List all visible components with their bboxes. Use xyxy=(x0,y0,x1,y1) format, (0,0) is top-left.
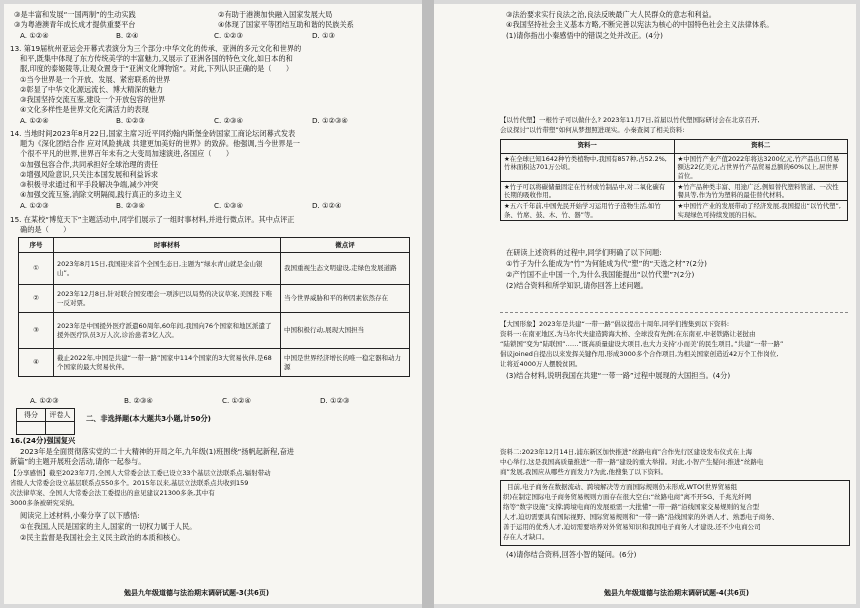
table-cell: 我国重视生态文明建设,走绿色发展道路 xyxy=(281,253,410,285)
question-text: 个很不平凡的世界,世界百年未有之大变局加速演进,各国应（ ） xyxy=(20,149,234,158)
table-header-row xyxy=(19,238,410,253)
table-header: 时事材料 xyxy=(54,238,281,253)
material-text: “陆锁国”变为“陆联国”……“既高质量建设大项目,也大力支持‘小而美’的民生项目。”共建“一带一路” xyxy=(500,340,784,348)
table-cell: ② xyxy=(19,285,54,313)
material-text: 【分享感悟】截至2023年7月,全国人大常委会法工委已设立33个基层立法联系点,辐射带动 xyxy=(10,469,271,477)
box-text: 善于运用的优秀人才,迫切需要培养对外贸易知识和我国电子商务人才建设,还不少电商公司 xyxy=(503,523,761,531)
choice-c: C. ①③④ xyxy=(214,201,243,210)
score-cell xyxy=(17,422,46,435)
table-cell: 当今世界威胁和平的种因素依然存在 xyxy=(281,285,410,313)
question-text: 阅读完上述材料,小秦分享了以下感悟: xyxy=(20,511,140,520)
section-heading: 二、非选择题(本大题共3小题,计50分) xyxy=(86,414,211,423)
current-affairs-table xyxy=(18,237,410,377)
question-text: 确的是（ ） xyxy=(20,225,71,234)
question-text: 题为《深化团结合作 应对风险挑战 共建更加美好的世界》的致辞。他强调,当今世界是一 xyxy=(20,139,300,148)
table-cell: 2023年12月8日,针对联合国安理会一项涉巴以局势的决议草案,美国投下唯一反对票。 xyxy=(54,285,281,313)
statement: ②民主监督是我国社会主义民主政治的本质和核心。 xyxy=(20,533,185,542)
material-text: 中心举行,这是我国高质量推进“一带一路”建设的重大举措。对此,小智产生疑问:推进“丝路电 xyxy=(500,458,764,466)
statement: ②彰显了中华文化源远流长、博大精深的魅力 xyxy=(20,85,164,94)
table-cell: ★中国竹产业的发展带动了经济发展,我国提出“以竹代塑”,实现绿色可持续发展的目标。 xyxy=(674,201,848,221)
table-header: 资料一 xyxy=(501,140,675,154)
question-13: 13. 第19届杭州亚运会开幕式表演分为三个部分:中华文化的传承、亚洲的多元文化和世界的 xyxy=(10,44,302,53)
sub-question: (4)请你结合资料,回答小智的疑问。(6分) xyxy=(506,550,637,559)
material-text: 【大国形象】2023年是共建“一带一路”倡议提出十周年,同学们搜集到以下资料: xyxy=(500,320,730,328)
option-line: ②有助于港澳加快融入国家发展大局 xyxy=(218,10,333,19)
table-cell: ★竹产品种类丰富、用途广泛,例如替代塑料管道、一次性餐具等,作为竹为塑料的最佳替代材料。 xyxy=(674,181,848,201)
table-header-row xyxy=(501,140,848,154)
table-cell: 中国积极行动,展现大国担当 xyxy=(281,313,410,349)
choice-b: B. ②③④ xyxy=(116,201,145,210)
choice-b: B. ②④ xyxy=(116,31,139,40)
option-line: ③是丰富和发展“一国两制”的生动实践 xyxy=(14,10,136,19)
statement: ②增强风险意识,只关注本国发展和利益诉求 xyxy=(20,170,159,179)
table-header: 序号 xyxy=(19,238,54,253)
material-text: 省级人大常委会设立基层联系点550多个。2015年以来,基层立法联系点共收到159 xyxy=(10,479,249,487)
table-cell: ★中国竹产业产值2022年将达3200亿元,竹产品出口贸易额达22亿美元,占世界竹产品贸易总额的60%以上,居世界首位。 xyxy=(674,154,848,182)
table-header: 微点评 xyxy=(281,238,410,253)
question-16: 16.(24分)强国复兴 xyxy=(10,436,76,445)
table-cell: 截止2022年,中国是共建“一带一路”国家中114个国家的3大贸易伙伴,是68个国家的最大贸易伙伴。 xyxy=(54,349,281,377)
table-row xyxy=(19,253,410,285)
choice-b: B. ①②③ xyxy=(116,116,145,125)
table-row xyxy=(501,181,848,201)
choice-d: D. ①②④ xyxy=(312,201,342,210)
sub-question: ②产竹国不止中国一个,为什么我国能提出“以竹代塑”?(2分) xyxy=(506,270,695,279)
score-label: 得分 xyxy=(17,409,46,422)
table-cell: 2023年是中国援外医疗派遣60周年,60年间,我国向76个国家和地区派遣了援外医疗队员3万人次,诊治患者3亿人次。 xyxy=(54,313,281,349)
score-box xyxy=(16,408,75,435)
table-cell: ★在全球已知1642种竹类植物中,我国有857种,占52.2%,竹林面积达701万公顷。 xyxy=(501,154,675,182)
table-row xyxy=(501,201,848,221)
option-line: ④体现了国家平等团结互助和谐的民族关系 xyxy=(218,20,354,29)
question-14: 14. 当地时间2023年8月22日,国家主席习近平同约翰内斯堡金砖国家工商论坛闭幕式发表 xyxy=(10,129,296,138)
silk-road-material-box xyxy=(500,480,850,546)
question-text: 服,印度的泰姬陵等,让观众置身于“亚洲文化博物馆”。对此,下列认识正确的是（ ） xyxy=(20,64,294,73)
question-15: 15. 在某校“博览天下”主题活动中,同学们展示了一组时事材料,并进行微点评。其中点评正 xyxy=(10,215,295,224)
sub-question: (3)结合材料,说明我国在共建“一带一路”过程中展现的大国担当。(4分) xyxy=(506,371,731,380)
material-text: 次法律草案、全国人大常委会法工委提出的意见建议21300多条,其中有 xyxy=(10,489,215,497)
material-text: 倡议joined自提出以来发挥关键作用,形成3000多个合作项目,为相关国家创造近42万个工作岗位, xyxy=(500,350,779,358)
table-cell: ④ xyxy=(19,349,54,377)
table-cell: 2023年8月15日,我国迎来首个全国生态日,主题为“绿水青山就是金山银山”。 xyxy=(54,253,281,285)
box-text: 人才,迫切需要具有国际视野、国际贸易规则和“一带一路”沿线国家的外语人才、熟悉电子商务、 xyxy=(503,513,779,521)
statement: ①在我国,人民是国家的主人,国家的一切权力属于人民。 xyxy=(20,522,197,531)
box-text: 存在人才缺口。 xyxy=(503,533,549,541)
question-text: 在研读上述资料的过程中,同学们明确了以下问题: xyxy=(506,248,662,257)
statement: ③法治要求实行良法之治,良法反映最广大人民群众的意志和利益。 xyxy=(506,10,716,19)
choice-a: A. ①②③ xyxy=(20,201,49,210)
box-text: 织)在制定国际电子商务贸易规则方面存在很大空白;“丝路电商”离不开5G、千兆光纤网 xyxy=(503,493,752,501)
table-row xyxy=(19,313,410,349)
table-cell: ★竹子可以将碳储量固定在竹材或竹制品中,对二氧化碳有长期的吸收作用。 xyxy=(501,181,675,201)
right-page xyxy=(434,4,856,604)
table-row xyxy=(19,349,410,377)
material-text: 资料一:在南亚地区,为马尔代夫建造跨海大桥、全球没有先例;在东南亚,中老铁路让老挝由 xyxy=(500,330,756,338)
choice-a: A. ①②④ xyxy=(20,116,49,125)
question-text: 和平,既集中体现了东方传统美学的丰富魅力,又展示了亚洲各国的特色文化,如日本的和 xyxy=(20,54,293,63)
grader-label: 评卷人 xyxy=(46,409,75,422)
statement: ③积极寻求通过和平手段解决争端,减少冲突 xyxy=(20,180,159,189)
statement: ④加强交流互鉴,消除文明隔阂,践行真正的多边主义 xyxy=(20,190,182,199)
choice-d: D. ①②③④ xyxy=(312,116,348,125)
material-text: 【以竹代塑】一根竹子可以做什么? 2023年11月7日,首届以竹代塑国际研讨会在北京召开, xyxy=(500,116,760,124)
statement: ①当今世界是一个开放、发展、紧密联系的世界 xyxy=(20,75,171,84)
sub-question: ①竹子为什么能成为“竹”为何能成为代“塑”的“天选之材”?(2分) xyxy=(506,259,707,268)
material-text: 资料二:2023年12月14日,浦东新区加快推进“丝路电商”合作先行区建设发布仪式在上海 xyxy=(500,448,753,456)
statement: ③我国坚持交流互鉴,建设一个开放包容的世界 xyxy=(20,95,166,104)
table-cell: 中国是世界经济增长的唯一稳定器和动力源 xyxy=(281,349,410,377)
table-cell: ① xyxy=(19,253,54,285)
box-text: 目前,电子商务在数据流动、跨境解决等方面国际规则仍未形成,WTO(世界贸易组 xyxy=(507,483,738,491)
sub-question: (1)请你指出小秦感悟中的错误之处并改正。(4分) xyxy=(506,31,663,40)
choice-c: C. ②③④ xyxy=(214,116,243,125)
grader-cell xyxy=(46,422,75,435)
material-text: 会议探讨“以竹带塑”如何从梦想照进现实。小秦查阅了相关资料: xyxy=(500,126,685,134)
table-header: 资料二 xyxy=(674,140,848,154)
choice-a: A. ①②④ xyxy=(20,31,49,40)
statement: ①加强包容合作,共同承担好全球治理的责任 xyxy=(20,160,159,169)
box-text: 络等“数字设施”支撑;跨境电商的发展亟需一大批懂“一带一路”沿线国家交易规则的复合型 xyxy=(503,503,760,511)
choice-c: C. ①②③ xyxy=(214,31,243,40)
left-page xyxy=(4,4,422,604)
sub-question: (2)结合资料和所学知识,请你回答上述问题。 xyxy=(506,281,648,290)
material-text: 3000多条被研究采纳。 xyxy=(10,499,79,507)
question-text: 2023年是全面贯彻落实党的二十大精神的开局之年,九年级(1)班围绕“扬帆起新程,奋进 xyxy=(20,447,294,456)
table-row xyxy=(501,154,848,182)
choice-b: B. ②③④ xyxy=(124,396,153,405)
material-text: 让将近4000万人摆脱贫困。 xyxy=(500,360,582,368)
table-cell: ★五六千年前,中国先民开始学习运用竹子造物生活,如竹条、竹席、鼓、木、竹、器”等。 xyxy=(501,201,675,221)
page-footer: 勉县九年级道德与法治期末调研试题-3(共6页) xyxy=(124,589,270,597)
page-fold xyxy=(422,0,434,608)
option-line: ③为粤港澳青年成长成才提供重要平台 xyxy=(14,20,136,29)
question-text: 新篇”的主题开展班会活动,请你一起参与。 xyxy=(10,457,146,466)
choice-a: A. ①②③ xyxy=(30,396,59,405)
statement: ④文化多样性是世界文化充满活力的表现 xyxy=(20,105,149,114)
material-text: 商”发展,我国应从哪些方面发力?为此,他搜集了以下资料。 xyxy=(500,468,667,476)
answer-line xyxy=(500,312,848,313)
table-row xyxy=(19,285,410,313)
statement: ④我国坚持社会主义基本方略,不断完善以宪法为核心的中国特色社会主义法律体系。 xyxy=(506,20,774,29)
table-cell: ③ xyxy=(19,313,54,349)
bamboo-resource-table xyxy=(500,139,848,221)
choice-d: D. ①③ xyxy=(312,31,335,40)
choice-d: D. ①②③ xyxy=(320,396,350,405)
page-footer: 勉县九年级道德与法治期末调研试题-4(共6页) xyxy=(604,589,750,597)
choice-c: C. ①②④ xyxy=(222,396,251,405)
